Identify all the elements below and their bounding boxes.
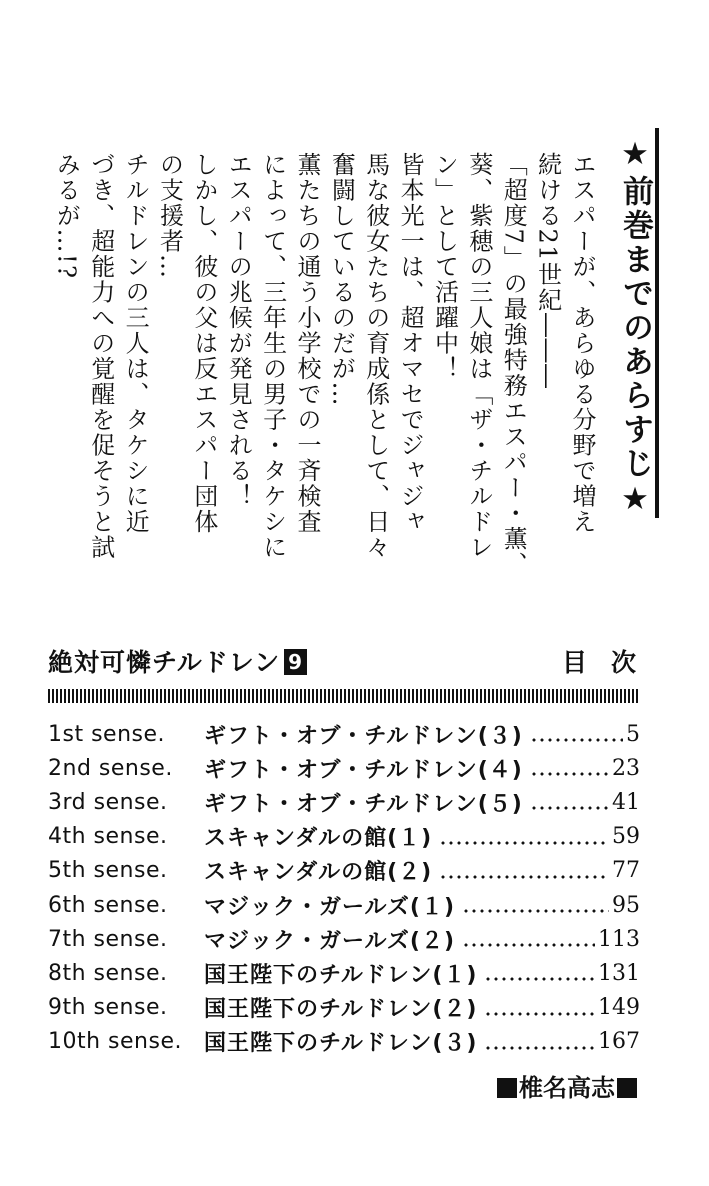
synopsis-line: チルドレンの三人は、タケシに近 <box>121 152 150 535</box>
toc-page-number: 149 <box>598 995 640 1021</box>
toc-sense-number: 6th sense. <box>48 892 168 918</box>
black-square-icon <box>617 1078 637 1098</box>
synopsis-line: エスパーが、あらゆる分野で増え <box>568 152 596 535</box>
synopsis-line: 続ける21世紀――― <box>533 152 562 390</box>
toc-page-number: 131 <box>598 960 640 986</box>
toc-sense-number: 2nd sense. <box>48 755 173 781</box>
toc-sense-number: 1st sense. <box>48 721 166 747</box>
synopsis-line: しかし、彼の父は反エスパー団体 <box>189 152 218 535</box>
toc-entry[interactable] <box>48 751 640 785</box>
toc-entry[interactable] <box>48 1025 640 1059</box>
toc-chapter-title: スキャンダルの館(２) <box>204 860 433 886</box>
toc-sense-number: 7th sense. <box>48 926 168 952</box>
toc-page-number: 5 <box>626 721 640 747</box>
toc-leader-dots <box>530 723 623 745</box>
synopsis-heading: ★前巻までのあらすじ★ <box>617 136 653 520</box>
toc-page-number: 59 <box>612 824 640 850</box>
toc-leader-dots <box>484 962 595 984</box>
synopsis-line: 薫たちの通う小学校での一斉検査 <box>293 152 321 535</box>
synopsis-line: 奮闘しているのだが… <box>327 152 356 407</box>
toc-header <box>48 646 660 682</box>
volume-badge: 9 <box>284 649 307 675</box>
toc-sense-number: 4th sense. <box>48 824 168 850</box>
toc-entry[interactable] <box>48 956 640 990</box>
toc-label: 目次 <box>561 648 660 677</box>
synopsis-section <box>44 118 694 577</box>
synopsis-line: 馬な彼女たちの育成係として、日々 <box>361 152 390 560</box>
toc-chapter-title: ギフト・オブ・チルドレン(５) <box>204 791 523 817</box>
hatch-divider <box>48 689 638 703</box>
synopsis-line: 皆本光一は、超オマセでジャジャ <box>396 152 425 535</box>
synopsis-line: によって、三年生の男子・タケシに <box>258 152 287 560</box>
toc-list <box>48 717 640 1059</box>
toc-chapter-title: 国王陛下のチルドレン(３) <box>204 1031 478 1057</box>
toc-entry[interactable] <box>48 785 640 819</box>
toc-sense-number: 8th sense. <box>48 960 168 986</box>
toc-entry[interactable] <box>48 854 640 888</box>
toc-chapter-title: スキャンダルの館(１) <box>204 826 433 852</box>
toc-page-number: 41 <box>612 789 640 815</box>
synopsis-line: みるが…!? <box>52 152 81 280</box>
synopsis-line: ン」として活躍中！ <box>430 152 459 382</box>
toc-sense-number: 10th sense. <box>48 1029 182 1055</box>
toc-chapter-title: ギフト・オブ・チルドレン(４) <box>204 757 523 783</box>
author-credit <box>497 1074 637 1102</box>
synopsis-line: エスパーの兆候が発見される！ <box>224 152 253 509</box>
toc-page-number: 167 <box>598 1029 640 1055</box>
toc-sense-number: 9th sense. <box>48 995 168 1021</box>
toc-leader-dots <box>462 894 609 916</box>
book-title <box>48 648 307 678</box>
toc-entry[interactable] <box>48 888 640 922</box>
synopsis-body <box>44 152 596 577</box>
synopsis-line: づき、超能力への覚醒を促そうと試 <box>86 152 115 560</box>
book-title-text: 絶対可憐チルドレン <box>48 648 281 677</box>
toc-chapter-title: マジック・ガールズ(２) <box>204 928 456 954</box>
toc-entry[interactable] <box>48 820 640 854</box>
toc-sense-number: 3rd sense. <box>48 789 168 815</box>
toc-leader-dots <box>439 860 609 882</box>
toc-chapter-title: マジック・ガールズ(１) <box>204 894 456 920</box>
toc-page-number: 77 <box>612 858 640 884</box>
synopsis-rule <box>655 128 659 518</box>
toc-leader-dots <box>439 826 609 848</box>
toc-leader-dots <box>462 928 595 950</box>
toc-page-number: 23 <box>612 755 640 781</box>
toc-page-number: 113 <box>598 926 640 952</box>
toc-chapter-title: 国王陛下のチルドレン(２) <box>204 997 478 1023</box>
toc-sense-number: 5th sense. <box>48 858 168 884</box>
synopsis-line: 葵、紫穂の三人娘は「ザ・チルドレ <box>464 152 493 560</box>
toc-leader-dots <box>530 757 609 779</box>
synopsis-line: 「超度7」の最強特務エスパー・薫、 <box>499 152 528 577</box>
toc-entry[interactable] <box>48 991 640 1025</box>
toc-chapter-title: 国王陛下のチルドレン(１) <box>204 962 478 988</box>
toc-page-number: 95 <box>612 892 640 918</box>
synopsis-line: の支援者… <box>155 152 184 280</box>
toc-leader-dots <box>484 997 595 1019</box>
black-square-icon <box>497 1078 517 1098</box>
author-name: 椎名高志 <box>519 1074 615 1102</box>
toc-leader-dots <box>484 1031 595 1053</box>
toc-entry[interactable] <box>48 922 640 956</box>
toc-chapter-title: ギフト・オブ・チルドレン(３) <box>204 723 523 749</box>
toc-entry[interactable] <box>48 717 640 751</box>
toc-leader-dots <box>530 791 609 813</box>
